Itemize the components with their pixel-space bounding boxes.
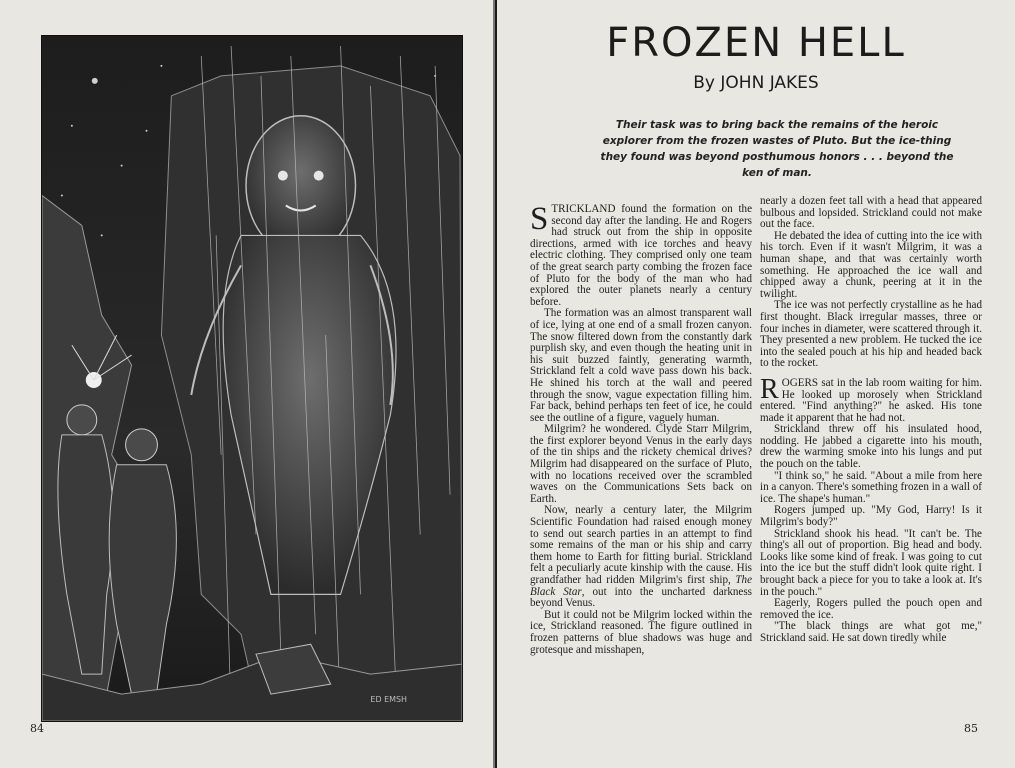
page-number-right: 85 [964,722,978,735]
story-illustration [41,35,463,722]
story-byline: By JOHN JAKES [693,73,819,93]
paragraph: But it could not be Milgrim locked within the ice, Strickland reasoned. The figure outlined in frozen patterns of blue shadows was huge and grotesque and misshapen, [530,608,752,656]
page-number-left: 84 [30,722,44,735]
paragraph: "The black things are what got me," Strickland said. He sat down tiredly while [760,620,982,644]
paragraph: STRICKLAND found the formation on the second day after the landing. He and Rogers had struck out from the ship in opposite directions, armed with ice torches and heavy electric clothing. They comprised only one team of the great search party combing the frozen face of Pluto for the body of the man who had explored the outer planets nearly a century before. [530,201,752,308]
drop-cap: R [760,373,779,405]
paragraph: "I think so," he said. "About a mile from here in a canyon. There's something frozen in a wall of ice. The shape's human." [760,469,982,505]
paragraph: Eagerly, Rogers pulled the pouch open and removed the ice. [760,597,982,621]
paragraph: Strickland threw off his insulated hood, nodding. He jabbed a cigarette into his mouth, drew the warming smoke into his lungs and put the pouch on the table. [760,423,982,471]
paragraph: ROGERS sat in the lab room waiting for him. He looked up morosely when Strickland entered. "Find anything?" he asked. His tone made it apparent that he had not. [760,373,982,424]
paragraph: He debated the idea of cutting into the ice with his torch. Even if it wasn't Milgrim, it was a human shape, and that was certainly worth something. He approached the ice wall and chipped away a chunk, peering at it in the twilight. [760,229,982,300]
paragraph: Now, nearly a century later, the Milgrim Scientific Foundation had raised enough money to send out search parties in an attempt to find some remains of the man or his ship and carry them home to Earth for fitting burial. Strickland felt a peculiarly acute kinship with the cause. His grandfather had ridden Milgrim's first ship, The Black Star, out into the uncharted darkness beyond Venus. [530,504,752,610]
paragraph: Strickland shook his head. "It can't be. The thing's all out of proportion. Big head and body. Looks like some kind of freak. I was going to cut into the ice but the stuff didn't look quite right. I brought back a piece for you to take a look at. It's in the pouch." [760,527,982,598]
illustration-signature: ED EMSH [370,695,407,705]
paragraph: The formation was an almost transparent wall of ice, lying at one end of a small frozen canyon. The snow filtered down from the constantly dark purplish sky, and even though the heating unit in his suit buzzed faintly, generating warmth, Strickland felt a cold wave pass down his back. He shined his torch at the wall and peered through the snow, vague expectation filling him. Far back, behind perhaps ten feet of ice, he could see the outline of a figure, vaguely human. [530,307,752,424]
drop-cap: S [530,201,549,237]
left-page [0,0,495,768]
ship-name: The Black Star [530,574,752,598]
paragraph: Rogers jumped up. "My God, Harry! Is it Milgrim's body?" [760,504,982,529]
story-title: FROZEN HELL [606,20,906,66]
ice-creature-illustration [42,36,462,721]
paragraph: nearly a dozen feet tall with a head that appeared bulbous and lopsided. Strickland could not make out the face. [760,196,982,231]
right-page [497,0,1015,768]
paragraph: The ice was not perfectly crystalline as he had first thought. Black irregular masses, three or four inches in diameter, were scattered through it. They presented a new problem. He tucked the ice into the sealed pouch at his hip and headed back to the rocket. [760,299,982,370]
text-column-2 [760,196,982,724]
paragraph: Milgrim? he wondered. Clyde Starr Milgrim, the first explorer beyond Venus in the early days of the tin ships and the rickety chemical drives? Milgrim had disappeared on the surface of Pluto, with no locations received over the scrambled waves on the Communications Sets back on Earth. [530,423,752,505]
text-column-1 [530,196,752,724]
story-blurb: Their task was to bring back the remains of the heroic explorer from the frozen wastes of Pluto. But the ice-thing they found was beyond posthumous honors . . . beyond the ken of man. [600,119,954,179]
